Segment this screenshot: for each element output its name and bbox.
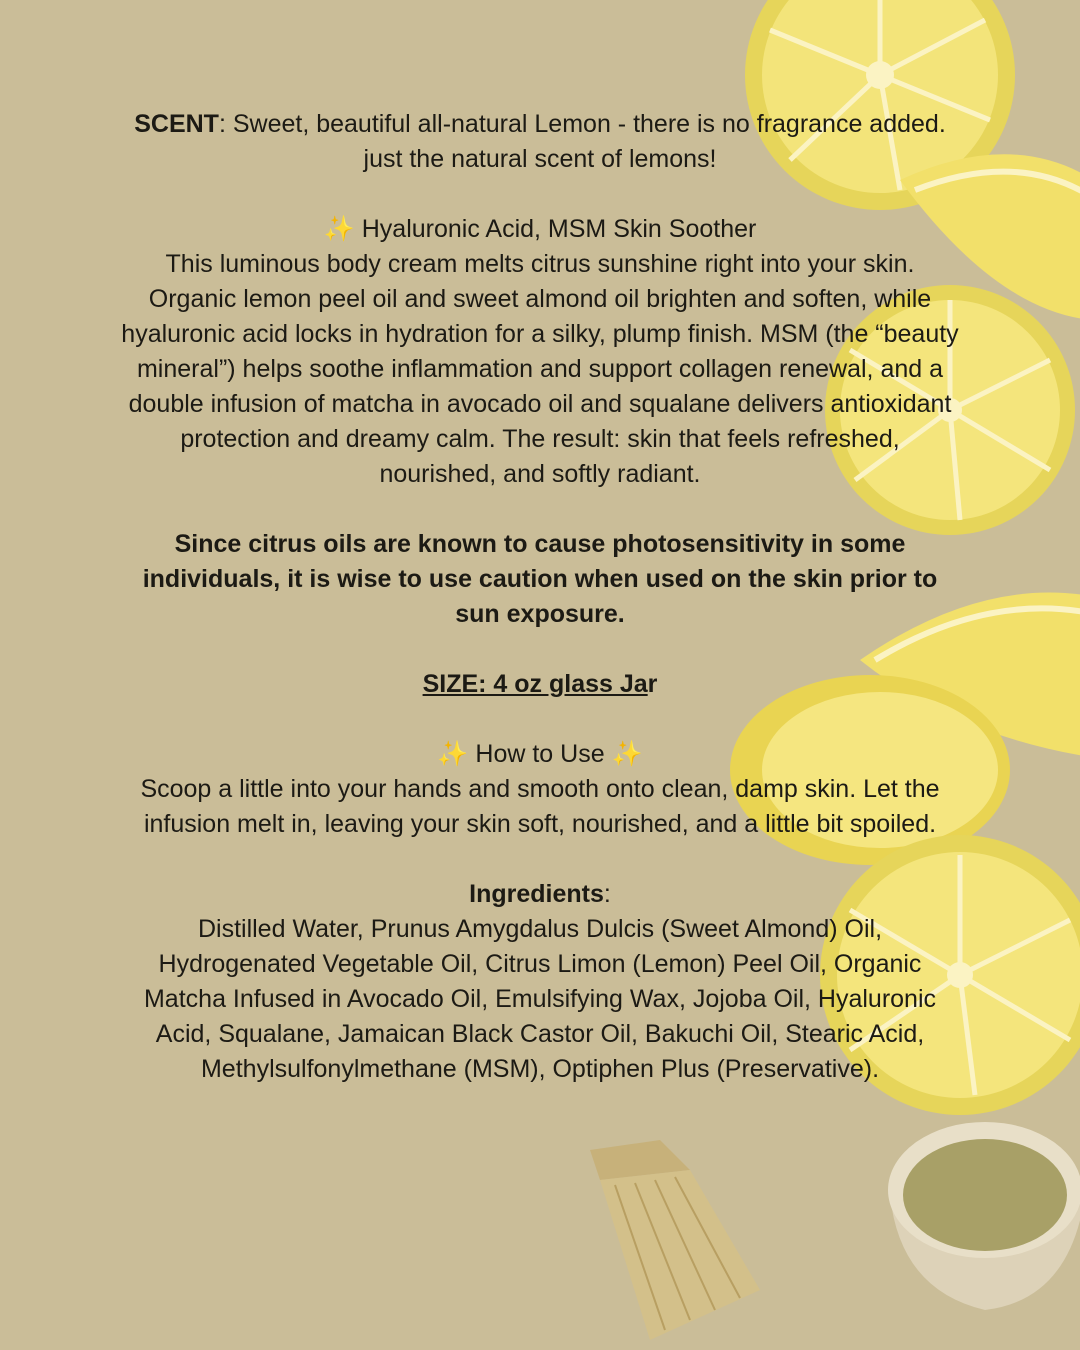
size-rest: r bbox=[647, 670, 658, 698]
ingredients-label: Ingredients bbox=[469, 880, 604, 908]
photosensitivity-warning: Since citrus oils are known to cause photosensitivity in some individuals, it is wise to use caution when used on the skin prior to sun exposure. bbox=[142, 530, 938, 628]
how-to-heading bbox=[120, 737, 960, 772]
matcha-bowl-icon bbox=[888, 1122, 1080, 1310]
how-to-heading-text: How to Use bbox=[475, 740, 605, 768]
product-description bbox=[120, 107, 960, 1087]
feature-body: This luminous body cream melts citrus sunshine right into your skin. Organic lemon peel oil and sweet almond oil brighten and soften, while hyaluronic acid locks in hydration for a silky, plump finish. MSM (the “beauty mineral”) helps soothe inflammation and support collagen renewal, and a double infusion of matcha in avocado oil and squalane delivers antioxidant protection and dreamy calm. The result: skin that feels refreshed, nourished, and softly radiant. bbox=[121, 250, 959, 488]
feature-heading-text: Hyaluronic Acid, MSM Skin Soother bbox=[361, 215, 757, 243]
scent-label: SCENT bbox=[134, 110, 219, 138]
matcha-whisk-icon bbox=[590, 1140, 760, 1340]
scent-paragraph bbox=[120, 107, 960, 177]
ingredients-list: Distilled Water, Prunus Amygdalus Dulcis (Sweet Almond) Oil, Hydrogenated Vegetable Oil, Citrus Limon (Lemon) Peel Oil, Organic Matcha Infused in Avocado Oil, Emulsifying Wax, Jojoba Oil, Hyaluronic Acid, Squalane, Jamaican Black Castor Oil, Bakuchi Oil, Stearic Acid, Methylsulfonylmethane (MSM), Optiphen Plus (Preservative). bbox=[143, 915, 937, 1083]
sparkle-icon: ✨ bbox=[437, 740, 469, 768]
sparkle-icon: ✨ bbox=[611, 740, 643, 768]
how-to-body: Scoop a little into your hands and smooth onto clean, damp skin. Let the infusion melt in, leaving your skin soft, nourished, and a little bit spoiled. bbox=[140, 775, 940, 838]
feature-heading bbox=[120, 212, 960, 247]
ingredients-colon: : bbox=[603, 880, 611, 908]
size-underlined: SIZE: 4 oz glass Ja bbox=[422, 670, 648, 698]
ingredients-heading bbox=[120, 877, 960, 912]
size-line bbox=[120, 667, 960, 702]
scent-text: : Sweet, beautiful all-natural Lemon - there is no fragrance added. just the natural scent of lemons! bbox=[218, 110, 946, 173]
sparkle-icon: ✨ bbox=[323, 215, 355, 243]
